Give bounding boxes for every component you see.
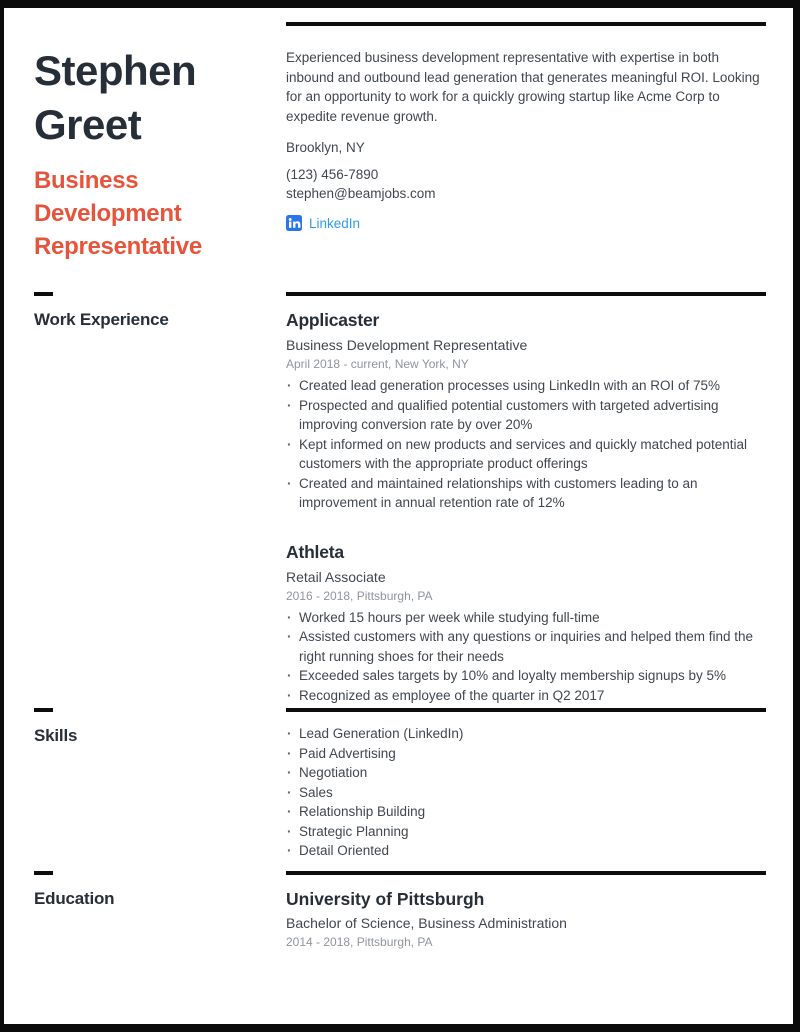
section-dash bbox=[34, 708, 53, 712]
header-row bbox=[34, 8, 766, 263]
candidate-name bbox=[34, 44, 286, 152]
phone-text: (123) 456-7890 bbox=[286, 166, 379, 182]
job-title-line: Development bbox=[34, 200, 182, 227]
bullet-item: · Prospected and qualified potential customers with targeted advertising improving conversion rate by over 20% bbox=[286, 396, 766, 435]
bullet-list bbox=[286, 608, 766, 706]
header-right-column bbox=[286, 8, 766, 263]
bullet-item: · Created lead generation processes using LinkedIn with an ROI of 75% bbox=[286, 376, 766, 396]
degree-text: Bachelor of Science, Business Administration bbox=[286, 914, 567, 931]
work-section-heading: Work Experience bbox=[34, 310, 169, 329]
skills-section-heading: Skills bbox=[34, 726, 78, 745]
education-section bbox=[34, 871, 766, 952]
skill-item: · Strategic Planning bbox=[286, 822, 766, 842]
role-title: Business Development Representative bbox=[286, 337, 528, 353]
bullet-item: · Kept informed on new products and services and quickly matched potential customers with the appropriate product offerings bbox=[286, 435, 766, 474]
skills-section bbox=[34, 708, 766, 861]
skill-item: · Sales bbox=[286, 783, 766, 803]
education-section-right bbox=[286, 871, 766, 952]
job-entry-athleta bbox=[286, 540, 766, 706]
contact-block bbox=[286, 165, 766, 204]
bullet-list bbox=[286, 376, 766, 513]
education-section-heading: Education bbox=[34, 888, 115, 908]
section-divider bbox=[286, 292, 766, 296]
candidate-name-line: Stephen bbox=[34, 47, 197, 94]
bullet-item: · Recognized as employee of the quarter in Q2 2017 bbox=[286, 686, 766, 706]
work-section-right bbox=[286, 292, 766, 705]
summary-text: Experienced business development representative with expertise in both inbound and outbound lead generation that generates meaningful ROI. Looking for an opportunity to work for a quickly growing startup like Acme Corp to expedite revenue growth. bbox=[286, 50, 760, 124]
bullet-item: · Created and maintained relationships with customers leading to an improvement in annual retention rate of 12% bbox=[286, 474, 766, 513]
job-entry-applicaster bbox=[286, 308, 766, 513]
candidate-name-line: Greet bbox=[34, 101, 142, 148]
role-title: Retail Associate bbox=[286, 568, 386, 585]
education-section-left bbox=[34, 871, 286, 952]
skills-list bbox=[286, 724, 766, 861]
bullet-item: · Assisted customers with any questions or inquiries and helped them find the right running shoes for their needs bbox=[286, 627, 766, 666]
candidate-job-title bbox=[34, 164, 286, 263]
skill-item: · Paid Advertising bbox=[286, 744, 766, 764]
section-divider bbox=[286, 871, 766, 875]
skill-item: · Detail Oriented bbox=[286, 841, 766, 861]
date-range: 2016 - 2018, Pittsburgh, PA bbox=[286, 588, 433, 603]
skill-item: · Negotiation bbox=[286, 763, 766, 783]
work-experience-section bbox=[34, 292, 766, 705]
company-name: Athleta bbox=[286, 541, 344, 562]
education-date-range: 2014 - 2018, Pittsburgh, PA bbox=[286, 935, 433, 949]
header-divider bbox=[286, 22, 766, 26]
section-divider bbox=[286, 708, 766, 712]
skills-section-right bbox=[286, 708, 766, 861]
section-dash bbox=[34, 871, 53, 875]
linkedin-link[interactable] bbox=[286, 215, 766, 232]
skills-section-left bbox=[34, 708, 286, 861]
work-section-left bbox=[34, 292, 286, 705]
job-title-line: Representative bbox=[34, 233, 202, 260]
location-text: Brooklyn, NY bbox=[286, 140, 365, 155]
school-name: University of Pittsburgh bbox=[286, 888, 485, 909]
section-dash bbox=[34, 292, 53, 296]
bullet-item: · Exceeded sales targets by 10% and loyalty membership signups by 5% bbox=[286, 666, 766, 686]
skill-item: · Relationship Building bbox=[286, 802, 766, 822]
date-range: April 2018 - current, New York, NY bbox=[286, 357, 469, 371]
job-title-line: Business bbox=[34, 167, 139, 194]
header-left-column bbox=[34, 8, 286, 263]
bullet-item: · Worked 15 hours per week while studying full-time bbox=[286, 608, 766, 628]
skill-item: · Lead Generation (LinkedIn) bbox=[286, 724, 766, 744]
company-name: Applicaster bbox=[286, 310, 380, 330]
email-text: stephen@beamjobs.com bbox=[286, 186, 436, 201]
linkedin-icon bbox=[286, 215, 302, 231]
linkedin-label: LinkedIn bbox=[309, 215, 361, 231]
